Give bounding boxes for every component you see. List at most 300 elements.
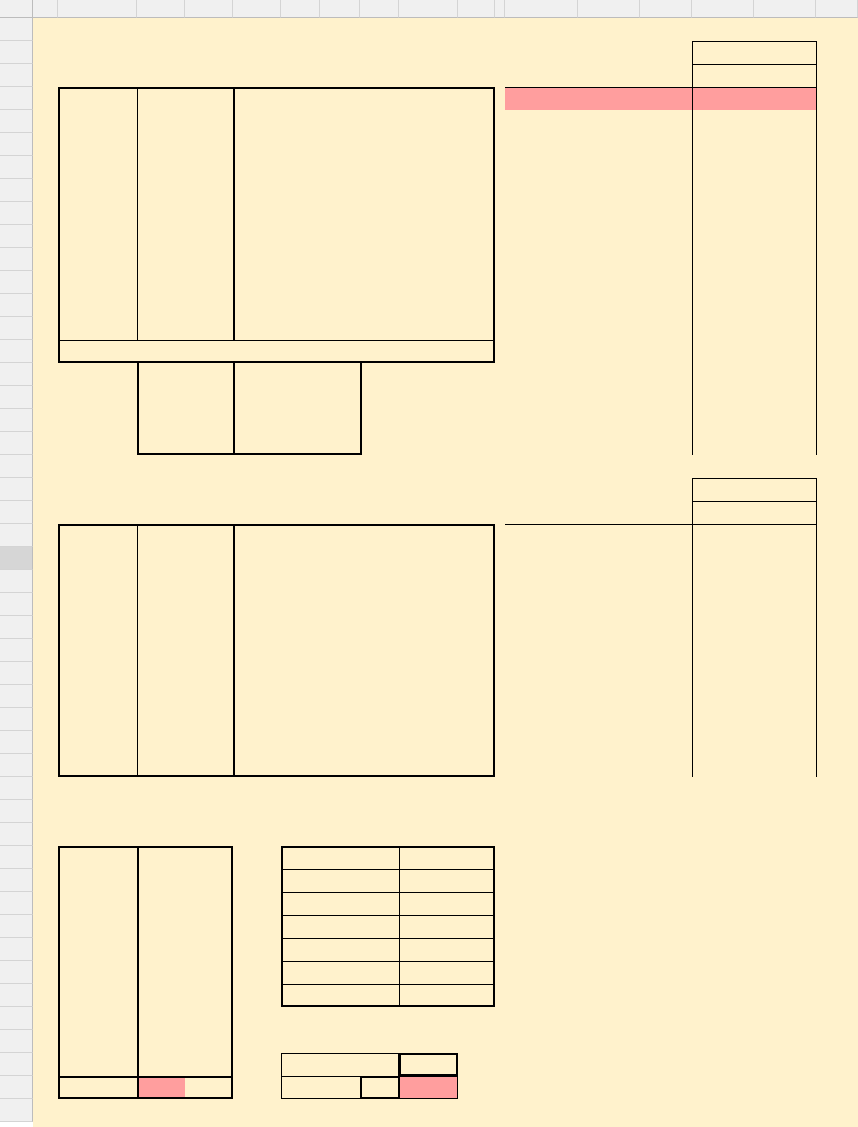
cell-h15[interactable] [360,340,399,363]
cell-f7[interactable] [281,156,320,179]
cell-f11[interactable] [281,248,320,271]
cell-o30[interactable] [692,685,754,708]
cell-i8[interactable] [399,179,458,202]
cell-e19[interactable] [233,432,281,455]
cell-o3[interactable] [692,64,754,87]
cell-j29[interactable] [458,662,495,685]
select-all-corner[interactable] [0,0,33,18]
cell-l10[interactable] [505,225,578,248]
cell-p33[interactable] [754,754,816,777]
cell-b19[interactable] [58,432,137,455]
row-header-4[interactable] [0,87,33,110]
row-header-21[interactable] [0,478,33,501]
cell-o27[interactable] [692,616,754,639]
cell-n15[interactable] [640,340,692,363]
cell-c39[interactable] [137,892,185,915]
cell-b14[interactable] [58,317,137,340]
cell-b26[interactable] [58,593,137,616]
cell-f3[interactable] [281,64,320,87]
cell-o8[interactable] [692,179,754,202]
cell-i10[interactable] [399,225,458,248]
cell-m7[interactable] [578,156,640,179]
cell-o22[interactable] [692,501,754,524]
cell-o10[interactable] [692,225,754,248]
cell-b12[interactable] [58,271,137,294]
cell-o5[interactable] [692,110,754,133]
cell-o17[interactable] [692,386,754,409]
cell-l12[interactable] [505,271,578,294]
cell-e3[interactable] [233,64,281,87]
cell-h23[interactable] [360,524,399,547]
column-header-k[interactable] [495,0,505,18]
cell-f6[interactable] [281,133,320,156]
cell-c27[interactable] [137,616,185,639]
cell-d3[interactable] [185,64,233,87]
cell-j30[interactable] [458,685,495,708]
cell-c7[interactable] [137,156,185,179]
cell-c18[interactable] [137,409,185,432]
cell-m4[interactable] [578,87,640,110]
cell-i25[interactable] [399,570,458,593]
cell-j12[interactable] [458,271,495,294]
cell-p11[interactable] [754,248,816,271]
cell-f15[interactable] [281,340,320,363]
cell-l18[interactable] [505,409,578,432]
cell-o24[interactable] [692,547,754,570]
cell-n10[interactable] [640,225,692,248]
row-header-26[interactable] [0,593,33,616]
cell-c10[interactable] [137,225,185,248]
row-header-41[interactable] [0,938,33,961]
cell-d4[interactable] [185,87,233,110]
cell-c13[interactable] [137,294,185,317]
cell-i26[interactable] [399,593,458,616]
cell-c22[interactable] [137,501,185,524]
cell-l8[interactable] [505,179,578,202]
cell-c4[interactable] [137,87,185,110]
cell-p24[interactable] [754,547,816,570]
cell-n27[interactable] [640,616,692,639]
cell-p12[interactable] [754,271,816,294]
row-header-3[interactable] [0,64,33,87]
cell-f26[interactable] [281,593,320,616]
row-header-23[interactable] [0,524,33,547]
cell-j14[interactable] [458,317,495,340]
cell-j24[interactable] [458,547,495,570]
cell-p7[interactable] [754,156,816,179]
cell-l30[interactable] [505,685,578,708]
cell-m32[interactable] [578,731,640,754]
cell-l19[interactable] [505,432,578,455]
cell-f8[interactable] [281,179,320,202]
cell-n24[interactable] [640,547,692,570]
cell-l24[interactable] [505,547,578,570]
cell-h22[interactable] [360,501,399,524]
cell-d27[interactable] [185,616,233,639]
cell-m3[interactable] [578,64,640,87]
cell-e10[interactable] [233,225,281,248]
cell-c9[interactable] [137,202,185,225]
row-header-7[interactable] [0,156,33,179]
cell-d24[interactable] [185,547,233,570]
cell-i38[interactable] [397,869,497,892]
column-header-b[interactable] [58,0,137,18]
cell-i41[interactable] [397,938,497,961]
cell-e5[interactable] [233,110,281,133]
cell-grid[interactable] [33,18,858,1127]
cell-j26[interactable] [458,593,495,616]
cell-i40[interactable] [397,915,497,938]
row-header-13[interactable] [0,294,33,317]
cell-f47[interactable] [281,1076,360,1099]
cell-o29[interactable] [692,662,754,685]
cell-n31[interactable] [640,708,692,731]
cell-c12[interactable] [137,271,185,294]
row-header-16[interactable] [0,363,33,386]
cell-c11[interactable] [137,248,185,271]
cell-i6[interactable] [399,133,458,156]
cell-i33[interactable] [399,754,458,777]
cell-o28[interactable] [692,639,754,662]
cell-n11[interactable] [640,248,692,271]
row-header-2[interactable] [0,41,33,64]
cell-e30[interactable] [233,685,281,708]
cell-m5[interactable] [578,110,640,133]
cell-o15[interactable] [692,340,754,363]
cell-i46[interactable] [399,1053,458,1076]
cell-e6[interactable] [233,133,281,156]
row-header-37[interactable] [0,846,33,869]
cell-f28[interactable] [281,639,320,662]
cell-p8[interactable] [754,179,816,202]
cell-o16[interactable] [692,363,754,386]
cell-d5[interactable] [185,110,233,133]
row-header-17[interactable] [0,386,33,409]
row-header-43[interactable] [0,984,33,1007]
cell-b33[interactable] [58,754,137,777]
row-header-19[interactable] [0,432,33,455]
cell-o7[interactable] [692,156,754,179]
row-header-29[interactable] [0,662,33,685]
row-header-31[interactable] [0,708,33,731]
cell-d13[interactable] [185,294,233,317]
cell-m24[interactable] [578,547,640,570]
cell-i31[interactable] [399,708,458,731]
cell-p31[interactable] [754,708,816,731]
cell-j33[interactable] [458,754,495,777]
cell-b18[interactable] [58,409,137,432]
cell-p22[interactable] [754,501,816,524]
cell-p26[interactable] [754,593,816,616]
cell-n4[interactable] [640,87,692,110]
cell-c30[interactable] [137,685,185,708]
cell-g22[interactable] [320,501,360,524]
cell-p29[interactable] [754,662,816,685]
cell-f37[interactable] [281,846,399,869]
cell-f38[interactable] [281,869,399,892]
cell-i14[interactable] [399,317,458,340]
cell-p17[interactable] [754,386,816,409]
cell-m30[interactable] [578,685,640,708]
cell-o9[interactable] [692,202,754,225]
cell-m31[interactable] [578,708,640,731]
cell-l23[interactable] [505,524,578,547]
cell-m16[interactable] [578,363,640,386]
cell-i5[interactable] [399,110,458,133]
cell-c28[interactable] [137,639,185,662]
cell-d16[interactable] [185,363,233,386]
cell-p5[interactable] [754,110,816,133]
cell-m18[interactable] [578,409,640,432]
cell-b17[interactable] [58,386,137,409]
cell-e9[interactable] [233,202,281,225]
cell-f19[interactable] [281,432,320,455]
row-header-12[interactable] [0,271,33,294]
row-header-40[interactable] [0,915,33,938]
cell-g15[interactable] [320,340,360,363]
cell-c17[interactable] [137,386,185,409]
cell-i9[interactable] [399,202,458,225]
cell-p30[interactable] [754,685,816,708]
cell-c3[interactable] [137,64,185,87]
cell-c37[interactable] [137,846,185,869]
cell-f31[interactable] [281,708,320,731]
cell-b24[interactable] [58,547,137,570]
cell-f14[interactable] [281,317,320,340]
row-header-44[interactable] [0,1007,33,1030]
row-header-28[interactable] [0,639,33,662]
cell-l26[interactable] [505,593,578,616]
row-header-48[interactable] [0,1099,33,1122]
row-header-30[interactable] [0,685,33,708]
cell-o26[interactable] [692,593,754,616]
cell-i12[interactable] [399,271,458,294]
cell-b13[interactable] [58,294,137,317]
row-header-38[interactable] [0,869,33,892]
cell-f46[interactable] [281,1053,399,1076]
cell-f4[interactable] [281,87,320,110]
cell-l4[interactable] [505,87,578,110]
cell-c29[interactable] [137,662,185,685]
cell-p13[interactable] [754,294,816,317]
row-header-27[interactable] [0,616,33,639]
cell-m17[interactable] [578,386,640,409]
cell-m9[interactable] [578,202,640,225]
column-header-h[interactable] [360,0,399,18]
row-header-39[interactable] [0,892,33,915]
cell-m13[interactable] [578,294,640,317]
cell-d28[interactable] [185,639,233,662]
cell-g23[interactable] [320,524,360,547]
cell-i24[interactable] [399,547,458,570]
cell-b23[interactable] [58,524,137,547]
cell-f30[interactable] [281,685,320,708]
cell-p19[interactable] [754,432,816,455]
cell-b42[interactable] [58,961,137,984]
cell-e11[interactable] [233,248,281,271]
cell-d18[interactable] [185,409,233,432]
cell-f13[interactable] [281,294,320,317]
cell-o23[interactable] [692,524,754,547]
cell-m22[interactable] [578,501,640,524]
cell-f10[interactable] [281,225,320,248]
cell-d29[interactable] [185,662,233,685]
cell-o14[interactable] [692,317,754,340]
cell-l29[interactable] [505,662,578,685]
cell-b5[interactable] [58,110,137,133]
cell-n19[interactable] [640,432,692,455]
cell-p10[interactable] [754,225,816,248]
cell-b40[interactable] [58,915,137,938]
row-header-46[interactable] [0,1053,33,1076]
cell-f27[interactable] [281,616,320,639]
row-header-42[interactable] [0,961,33,984]
cell-f9[interactable] [281,202,320,225]
cell-c43[interactable] [137,984,185,1007]
cell-d14[interactable] [185,317,233,340]
cell-l17[interactable] [505,386,578,409]
cell-o32[interactable] [692,731,754,754]
row-header-18[interactable] [0,409,33,432]
cell-l16[interactable] [505,363,578,386]
cell-d10[interactable] [185,225,233,248]
cell-o11[interactable] [692,248,754,271]
cell-n22[interactable] [640,501,692,524]
row-header-33[interactable] [0,754,33,777]
cell-f29[interactable] [281,662,320,685]
cell-f12[interactable] [281,271,320,294]
cell-l14[interactable] [505,317,578,340]
cell-n26[interactable] [640,593,692,616]
cell-b38[interactable] [58,869,137,892]
column-header-j[interactable] [458,0,495,18]
cell-d19[interactable] [185,432,233,455]
cell-d12[interactable] [185,271,233,294]
cell-h47[interactable] [360,1076,399,1099]
cell-c8[interactable] [137,179,185,202]
cell-n14[interactable] [640,317,692,340]
cell-b29[interactable] [58,662,137,685]
cell-p27[interactable] [754,616,816,639]
cell-c23[interactable] [137,524,185,547]
cell-n16[interactable] [640,363,692,386]
cell-c16[interactable] [137,363,185,386]
cell-o4[interactable] [692,87,754,110]
column-header-a[interactable] [33,0,58,18]
row-header-1[interactable] [0,18,33,41]
cell-l7[interactable] [505,156,578,179]
cell-b7[interactable] [58,156,137,179]
cell-i30[interactable] [399,685,458,708]
cell-n8[interactable] [640,179,692,202]
cell-m26[interactable] [578,593,640,616]
cell-n28[interactable] [640,639,692,662]
cell-d22[interactable] [185,501,233,524]
cell-i15[interactable] [399,340,458,363]
cell-g2[interactable] [320,41,399,64]
cell-i47[interactable] [399,1076,458,1099]
cell-e13[interactable] [233,294,281,317]
cell-p9[interactable] [754,202,816,225]
cell-h3[interactable] [360,64,399,87]
cell-b28[interactable] [58,639,137,662]
cell-f42[interactable] [281,961,399,984]
cell-n9[interactable] [640,202,692,225]
cell-l5[interactable] [505,110,578,133]
row-header-22[interactable] [0,501,33,524]
cell-e7[interactable] [233,156,281,179]
cell-n29[interactable] [640,662,692,685]
cell-e18[interactable] [233,409,281,432]
cell-c47[interactable] [137,1076,185,1099]
cell-b8[interactable] [58,179,137,202]
cell-f22[interactable] [281,501,320,524]
cell-c41[interactable] [137,938,185,961]
cell-b2[interactable] [58,41,233,64]
cell-j4[interactable] [458,87,495,110]
cell-f23[interactable] [281,524,320,547]
cell-n5[interactable] [640,110,692,133]
row-header-6[interactable] [0,133,33,156]
cell-m33[interactable] [578,754,640,777]
column-header-m[interactable] [578,0,640,18]
cell-m14[interactable] [578,317,640,340]
cell-l31[interactable] [505,708,578,731]
cell-j5[interactable] [458,110,495,133]
cell-j10[interactable] [458,225,495,248]
cell-n7[interactable] [640,156,692,179]
row-header-45[interactable] [0,1030,33,1053]
cell-i27[interactable] [399,616,458,639]
cell-o2[interactable] [692,41,816,64]
cell-m28[interactable] [578,639,640,662]
cell-l3[interactable] [505,64,578,87]
cell-c14[interactable] [137,317,185,340]
cell-l32[interactable] [505,731,578,754]
cell-l33[interactable] [505,754,578,777]
cell-b39[interactable] [58,892,137,915]
row-header-15[interactable] [0,340,33,363]
cell-n25[interactable] [640,570,692,593]
cell-e33[interactable] [233,754,281,777]
cell-i29[interactable] [399,662,458,685]
column-header-o[interactable] [692,0,754,18]
cell-e27[interactable] [233,616,281,639]
cell-b15[interactable] [58,340,137,363]
cell-c44[interactable] [137,1007,185,1030]
column-header-q[interactable] [816,0,858,18]
row-header-10[interactable] [0,225,33,248]
cell-d23[interactable] [185,524,233,547]
cell-l6[interactable] [505,133,578,156]
cell-n12[interactable] [640,271,692,294]
cell-o21[interactable] [692,478,816,501]
cell-p6[interactable] [754,133,816,156]
cell-b27[interactable] [58,616,137,639]
cell-m6[interactable] [578,133,640,156]
cell-j27[interactable] [458,616,495,639]
cell-p25[interactable] [754,570,816,593]
row-header-34[interactable] [0,777,33,800]
cell-f18[interactable] [281,409,320,432]
cell-n18[interactable] [640,409,692,432]
column-header-c[interactable] [137,0,185,18]
cell-m19[interactable] [578,432,640,455]
cell-j31[interactable] [458,708,495,731]
cell-e14[interactable] [233,317,281,340]
cell-g3[interactable] [320,64,360,87]
column-header-g[interactable] [320,0,360,18]
